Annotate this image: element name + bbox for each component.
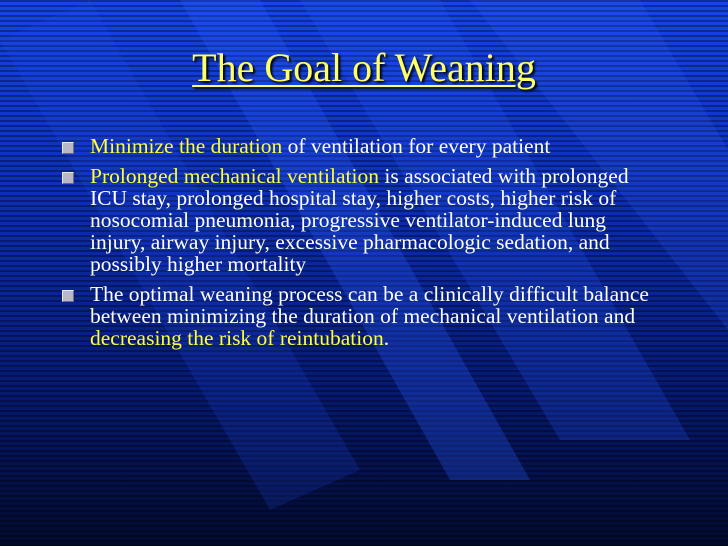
bullet-item-minimize-duration <box>62 135 662 157</box>
bullet-text: of ventilation for every patient <box>282 134 551 158</box>
bullet-list <box>62 135 662 357</box>
bullet-item-prolonged-ventilation <box>62 165 662 275</box>
slide-title: The Goal of Weaning <box>192 45 536 90</box>
bullet-text-end: . <box>383 326 390 350</box>
bullet-text: The optimal weaning process can be a clinically difficult balance between minimizing the duration of mechanical ventilation and <box>90 282 649 328</box>
bullet-highlight: Minimize the duration <box>90 134 283 158</box>
bullet-highlight: decreasing the risk of reintubation <box>90 326 384 350</box>
bullet-item-optimal-weaning <box>62 283 662 349</box>
bullet-text: is associated with prolonged ICU stay, prolonged hospital stay, higher costs, higher risk of nosocomial pneumonia, progressive ventilator-induced lung injury, airway injury, excessive pharmacologic sedation, and possibly higher mortality <box>90 164 629 276</box>
square-bullet-icon <box>62 290 74 302</box>
square-bullet-icon <box>62 142 74 154</box>
square-bullet-icon <box>62 172 74 184</box>
bullet-highlight: Prolonged mechanical ventilation <box>90 164 379 188</box>
